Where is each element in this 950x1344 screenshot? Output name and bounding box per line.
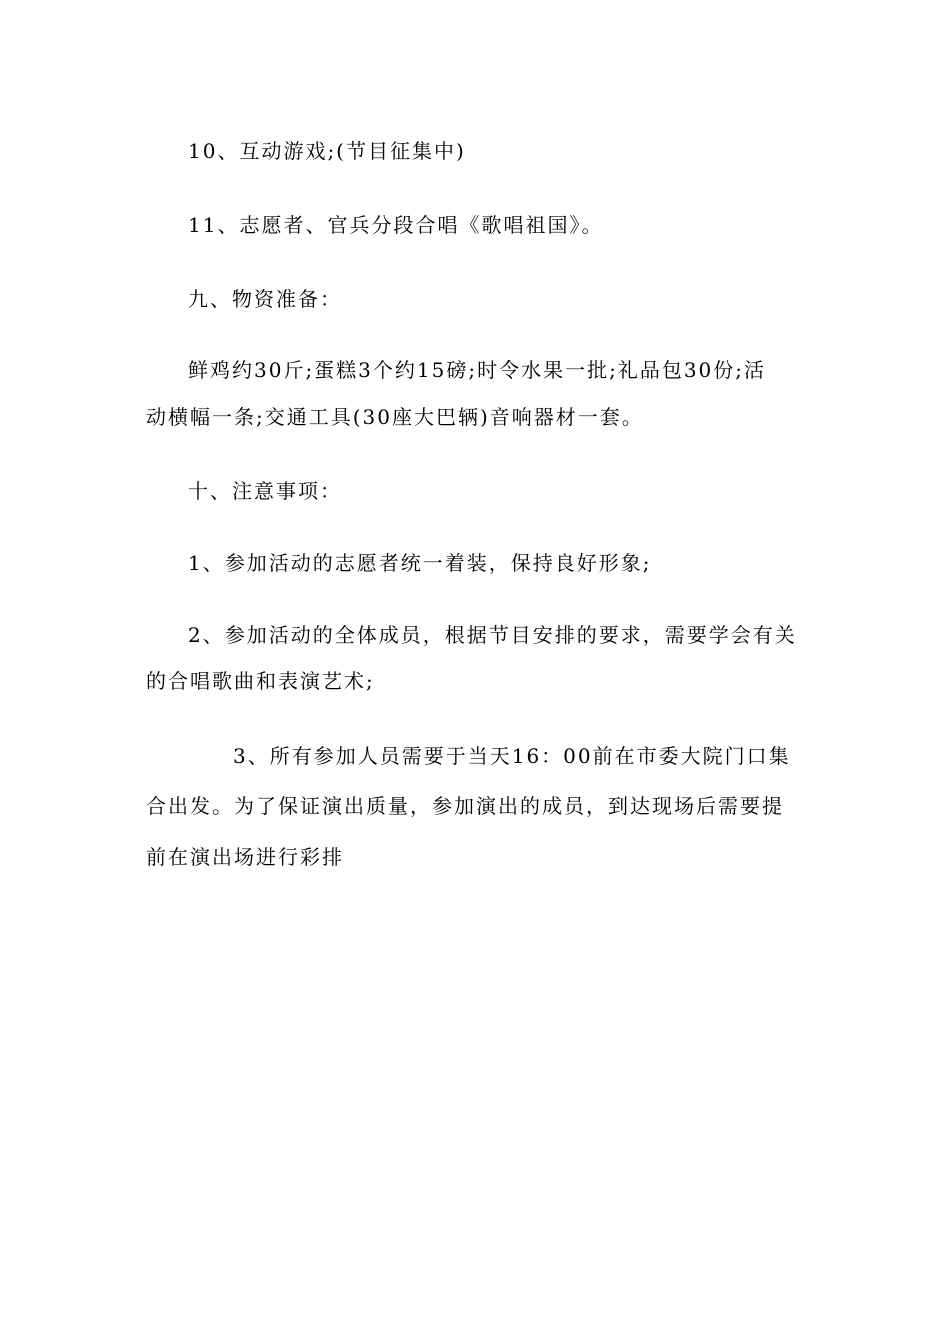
section-9-heading: 九、物资准备： (188, 287, 342, 311)
materials-line-1: 鲜鸡约30斤;蛋糕3个约15磅;时令水果一批;礼品包30份;活 (188, 358, 767, 382)
note-2-line-2: 的合唱歌曲和表演艺术; (146, 669, 375, 693)
note-3-line-2: 合出发。为了保证演出质量，参加演出的成员，到达现场后需要提 (146, 794, 784, 818)
materials-line-2: 动横幅一条;交通工具(30座大巴辆)音响器材一套。 (146, 405, 644, 429)
note-2-line-1: 2、参加活动的全体成员，根据节目安排的要求，需要学会有关 (188, 623, 797, 647)
note-3-line-1: 3、所有参加人员需要于当天16：00前在市委大院门口集 (233, 744, 791, 768)
section-10-heading: 十、注意事项： (188, 479, 342, 503)
note-1: 1、参加活动的志愿者统一着装，保持良好形象; (188, 551, 652, 575)
item-11-chorus: 11、志愿者、官兵分段合唱《歌唱祖国》。 (188, 213, 604, 237)
item-10-interactive-games: 10、互动游戏;(节目征集中) (188, 139, 466, 163)
note-3-line-3: 前在演出场进行彩排 (146, 845, 344, 869)
